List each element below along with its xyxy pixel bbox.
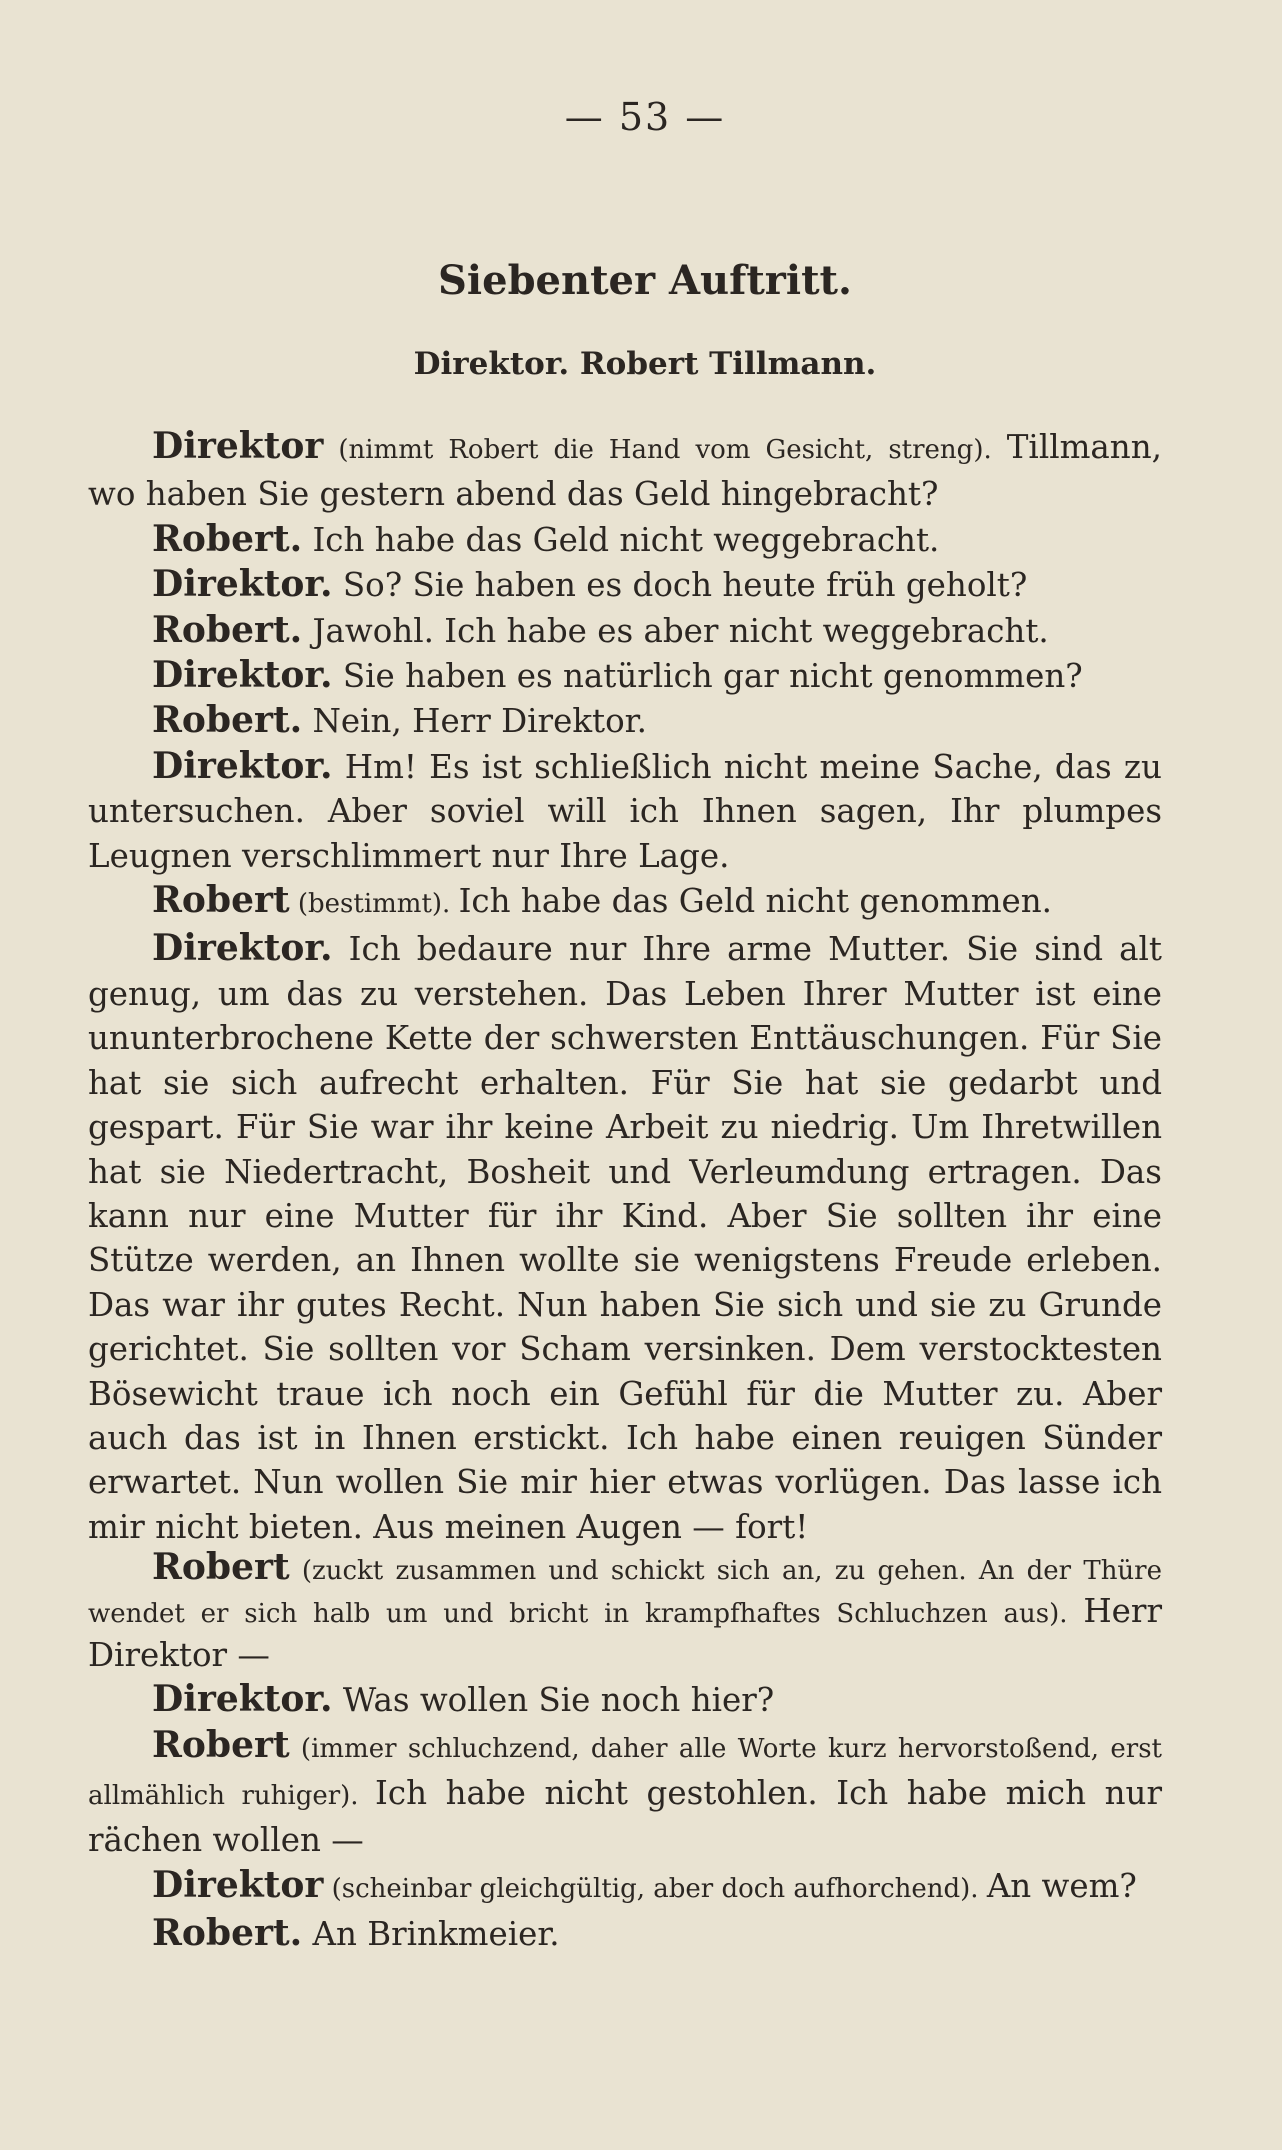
stage-direction: (scheinbar gleichgültig, aber doch aufhorchend). — [323, 1873, 987, 1904]
speech-text: An Brinkmeier. — [302, 1915, 560, 1954]
speech-text: Tillmann, wo haben Sie gestern abend das Geld hingebracht? — [88, 428, 1162, 514]
speaker: Direktor. — [152, 563, 333, 606]
speech-text: Herr Direktor — — [88, 1592, 1162, 1675]
scene-title: Siebenter Auftritt. — [438, 257, 852, 304]
speaker: Robert — [152, 1546, 290, 1589]
speaker: Direktor. — [152, 927, 333, 970]
speaker: Robert. — [152, 608, 303, 651]
speaker: Direktor. — [152, 744, 333, 787]
speaker: Robert — [152, 879, 290, 922]
page-number: — 53 — — [564, 95, 726, 139]
speech-text: Ich habe das Geld nicht genommen. — [458, 882, 1053, 921]
speech-text: Ich bedaure nur Ihre arme Mutter. Sie sind alt genug, um das zu verstehen. Das Leben Ihrer Mutter ist eine ununterbrochene Kette der schwersten Enttäuschungen. Für Sie hat sie sich aufrecht erhalten. Für Sie hat sie gedarbt und gespart. Für Sie war ihr keine Arbeit zu niedrig. Um Ihretwillen hat sie Niedertracht, Bosheit und Verleumdung ertragen. Das kann nur eine Mutter für ihr Kind. Aber Sie sollten ihr eine Stütze werden, an Ihnen wollte sie wenigstens Freude erleben. Das war ihr gutes Recht. Nun haben Sie sich und sie zu Grunde gerichtet. Sie sollten vor Scham versinken. Dem verstocktesten Bösewicht traue ich noch ein Gefühl für die Mutter zu. Aber auch das ist in Ihnen erstickt. Ich habe einen reuigen Sünder erwartet. Nun wollen Sie mir hier etwas vorlügen. Das lasse ich mir nicht bieten. Aus meinen Augen — fort! — [88, 930, 1162, 1546]
speech-text: Jawohl. Ich habe es aber nicht weggebracht. — [302, 611, 1049, 650]
speech-text: So? Sie haben es doch heute früh geholt? — [332, 566, 1028, 605]
speaker: Direktor. — [152, 1678, 333, 1721]
speech — [88, 698, 1162, 743]
speech — [88, 608, 1162, 653]
stage-direction: (immer schluchzend, daher alle Worte kurz hervorstoßend, erst allmählich ruhiger). — [88, 1733, 1162, 1811]
speech — [88, 744, 1162, 878]
speech-text: An wem? — [986, 1866, 1137, 1905]
stage-direction: (zuckt zusammen und schickt sich an, zu gehen. An der Thüre wendet er sich halb um und bricht in krampfhaftes Schluchzen aus). — [88, 1556, 1162, 1630]
speaker: Robert — [152, 1723, 290, 1766]
speaker: Direktor — [152, 1863, 324, 1906]
speech — [88, 517, 1162, 562]
speech-text: Nein, Herr Direktor. — [302, 702, 647, 741]
speech — [88, 653, 1162, 698]
speech — [88, 424, 1162, 517]
stage-direction: (nimmt Robert die Hand vom Gesicht, streng). — [323, 435, 1007, 465]
speaker: Robert. — [152, 1912, 303, 1955]
speech-text: Ich habe nicht gestohlen. Ich habe mich nur rächen wollen — — [88, 1773, 1162, 1860]
stage-direction: (bestimmt). — [289, 889, 459, 920]
speech — [88, 562, 1162, 607]
speech — [88, 1911, 1162, 1956]
speaker: Direktor — [152, 425, 324, 467]
cast-list: Direktor. Robert Tillmann. — [413, 346, 877, 382]
speech-text: Was wollen Sie noch hier? — [332, 1681, 775, 1720]
speech — [88, 1546, 1162, 1677]
dialogue — [88, 424, 1162, 1957]
speech — [88, 1723, 1162, 1863]
speech — [88, 1863, 1162, 1911]
speaker: Robert. — [152, 517, 303, 560]
speech-text: Hm! Es ist schließlich nicht meine Sache, das zu untersuchen. Aber soviel will ich Ihnen sagen, Ihr plumpes Leugnen verschlimmert nur Ihre Lage. — [88, 747, 1162, 875]
speech-text: Ich habe das Geld nicht weggebracht. — [302, 520, 940, 559]
speech — [88, 878, 1162, 926]
speaker: Direktor. — [152, 654, 333, 697]
speech — [88, 926, 1162, 1549]
speech-text: Sie haben es natürlich gar nicht genommen? — [332, 657, 1083, 696]
speaker: Robert. — [152, 699, 303, 742]
speech — [88, 1677, 1162, 1722]
